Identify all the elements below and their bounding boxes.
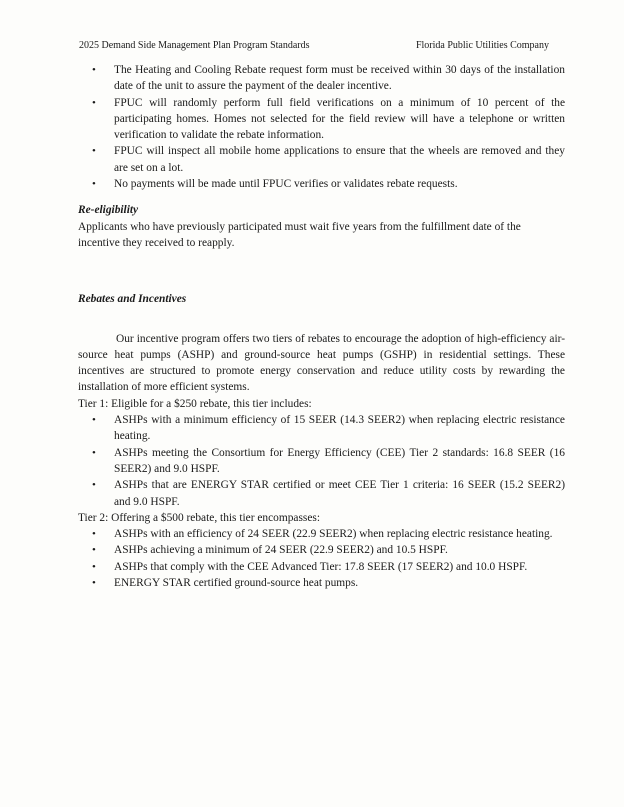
rebates-intro: Our incentive program offers two tiers of rebates to encourage the adoption of high-efficiency air-source heat pumps (ASHP) and ground-source heat pumps (GSHP) in residential settings. These incentives are structured to promote energy conservation and reduce utility costs by rewarding the installation of more efficient systems. bbox=[78, 332, 565, 394]
list-item: • ASHPs meeting the Consortium for Energy Efficiency (CEE) Tier 2 standards: 16.8 SEER (16 SEER2) and 9.0 HSPF. bbox=[78, 445, 565, 478]
tier2-list bbox=[78, 526, 565, 591]
list-item: • ASHPs with an efficiency of 24 SEER (22.9 SEER2) when replacing electric resistance heating. bbox=[78, 526, 565, 542]
list-item: • ASHPs that are ENERGY STAR certified or meet CEE Tier 1 criteria: 16 SEER (15.2 SEER2) and 9.0 HSPF. bbox=[78, 477, 565, 510]
page-header bbox=[79, 40, 549, 51]
list-item: • The Heating and Cooling Rebate request form must be received within 30 days of the installation date of the unit to assure the payment of the dealer incentive. bbox=[78, 62, 565, 95]
reeligibility-heading: Re-eligibility bbox=[78, 204, 139, 217]
rebates-heading: Rebates and Incentives bbox=[78, 293, 187, 306]
tier1-list bbox=[78, 412, 565, 510]
list-item: • FPUC will inspect all mobile home applications to ensure that the wheels are removed and they are set on a lot. bbox=[78, 143, 565, 176]
tier1-label: Tier 1: Eligible for a $250 rebate, this tier includes: bbox=[78, 397, 312, 410]
list-item: • No payments will be made until FPUC verifies or validates rebate requests. bbox=[78, 176, 565, 192]
list-item: • ASHPs with a minimum efficiency of 15 SEER (14.3 SEER2) when replacing electric resistance heating. bbox=[78, 412, 565, 445]
header-right: Florida Public Utilities Company bbox=[415, 40, 549, 51]
list-item: • ASHPs achieving a minimum of 24 SEER (22.9 SEER2) and 10.5 HSPF. bbox=[78, 542, 565, 558]
page-content bbox=[78, 62, 565, 591]
list-item: • ENERGY STAR certified ground-source heat pumps. bbox=[78, 575, 565, 591]
list-item: • FPUC will randomly perform full field verifications on a minimum of 10 percent of the participating homes. Homes not selected for the field review will have a telephone or written verification to validate the rebate information. bbox=[78, 95, 565, 144]
list-item: • ASHPs that comply with the CEE Advanced Tier: 17.8 SEER (17 SEER2) and 10.0 HSPF. bbox=[78, 559, 565, 575]
header-left: 2025 Demand Side Management Plan Program Standards bbox=[79, 40, 310, 51]
reeligibility-text: Applicants who have previously participated must wait five years from the fulfillment date of the incentive they received to reapply. bbox=[78, 220, 521, 249]
tier2-label: Tier 2: Offering a $500 rebate, this tier encompasses: bbox=[78, 511, 320, 524]
requirements-list bbox=[78, 62, 565, 192]
